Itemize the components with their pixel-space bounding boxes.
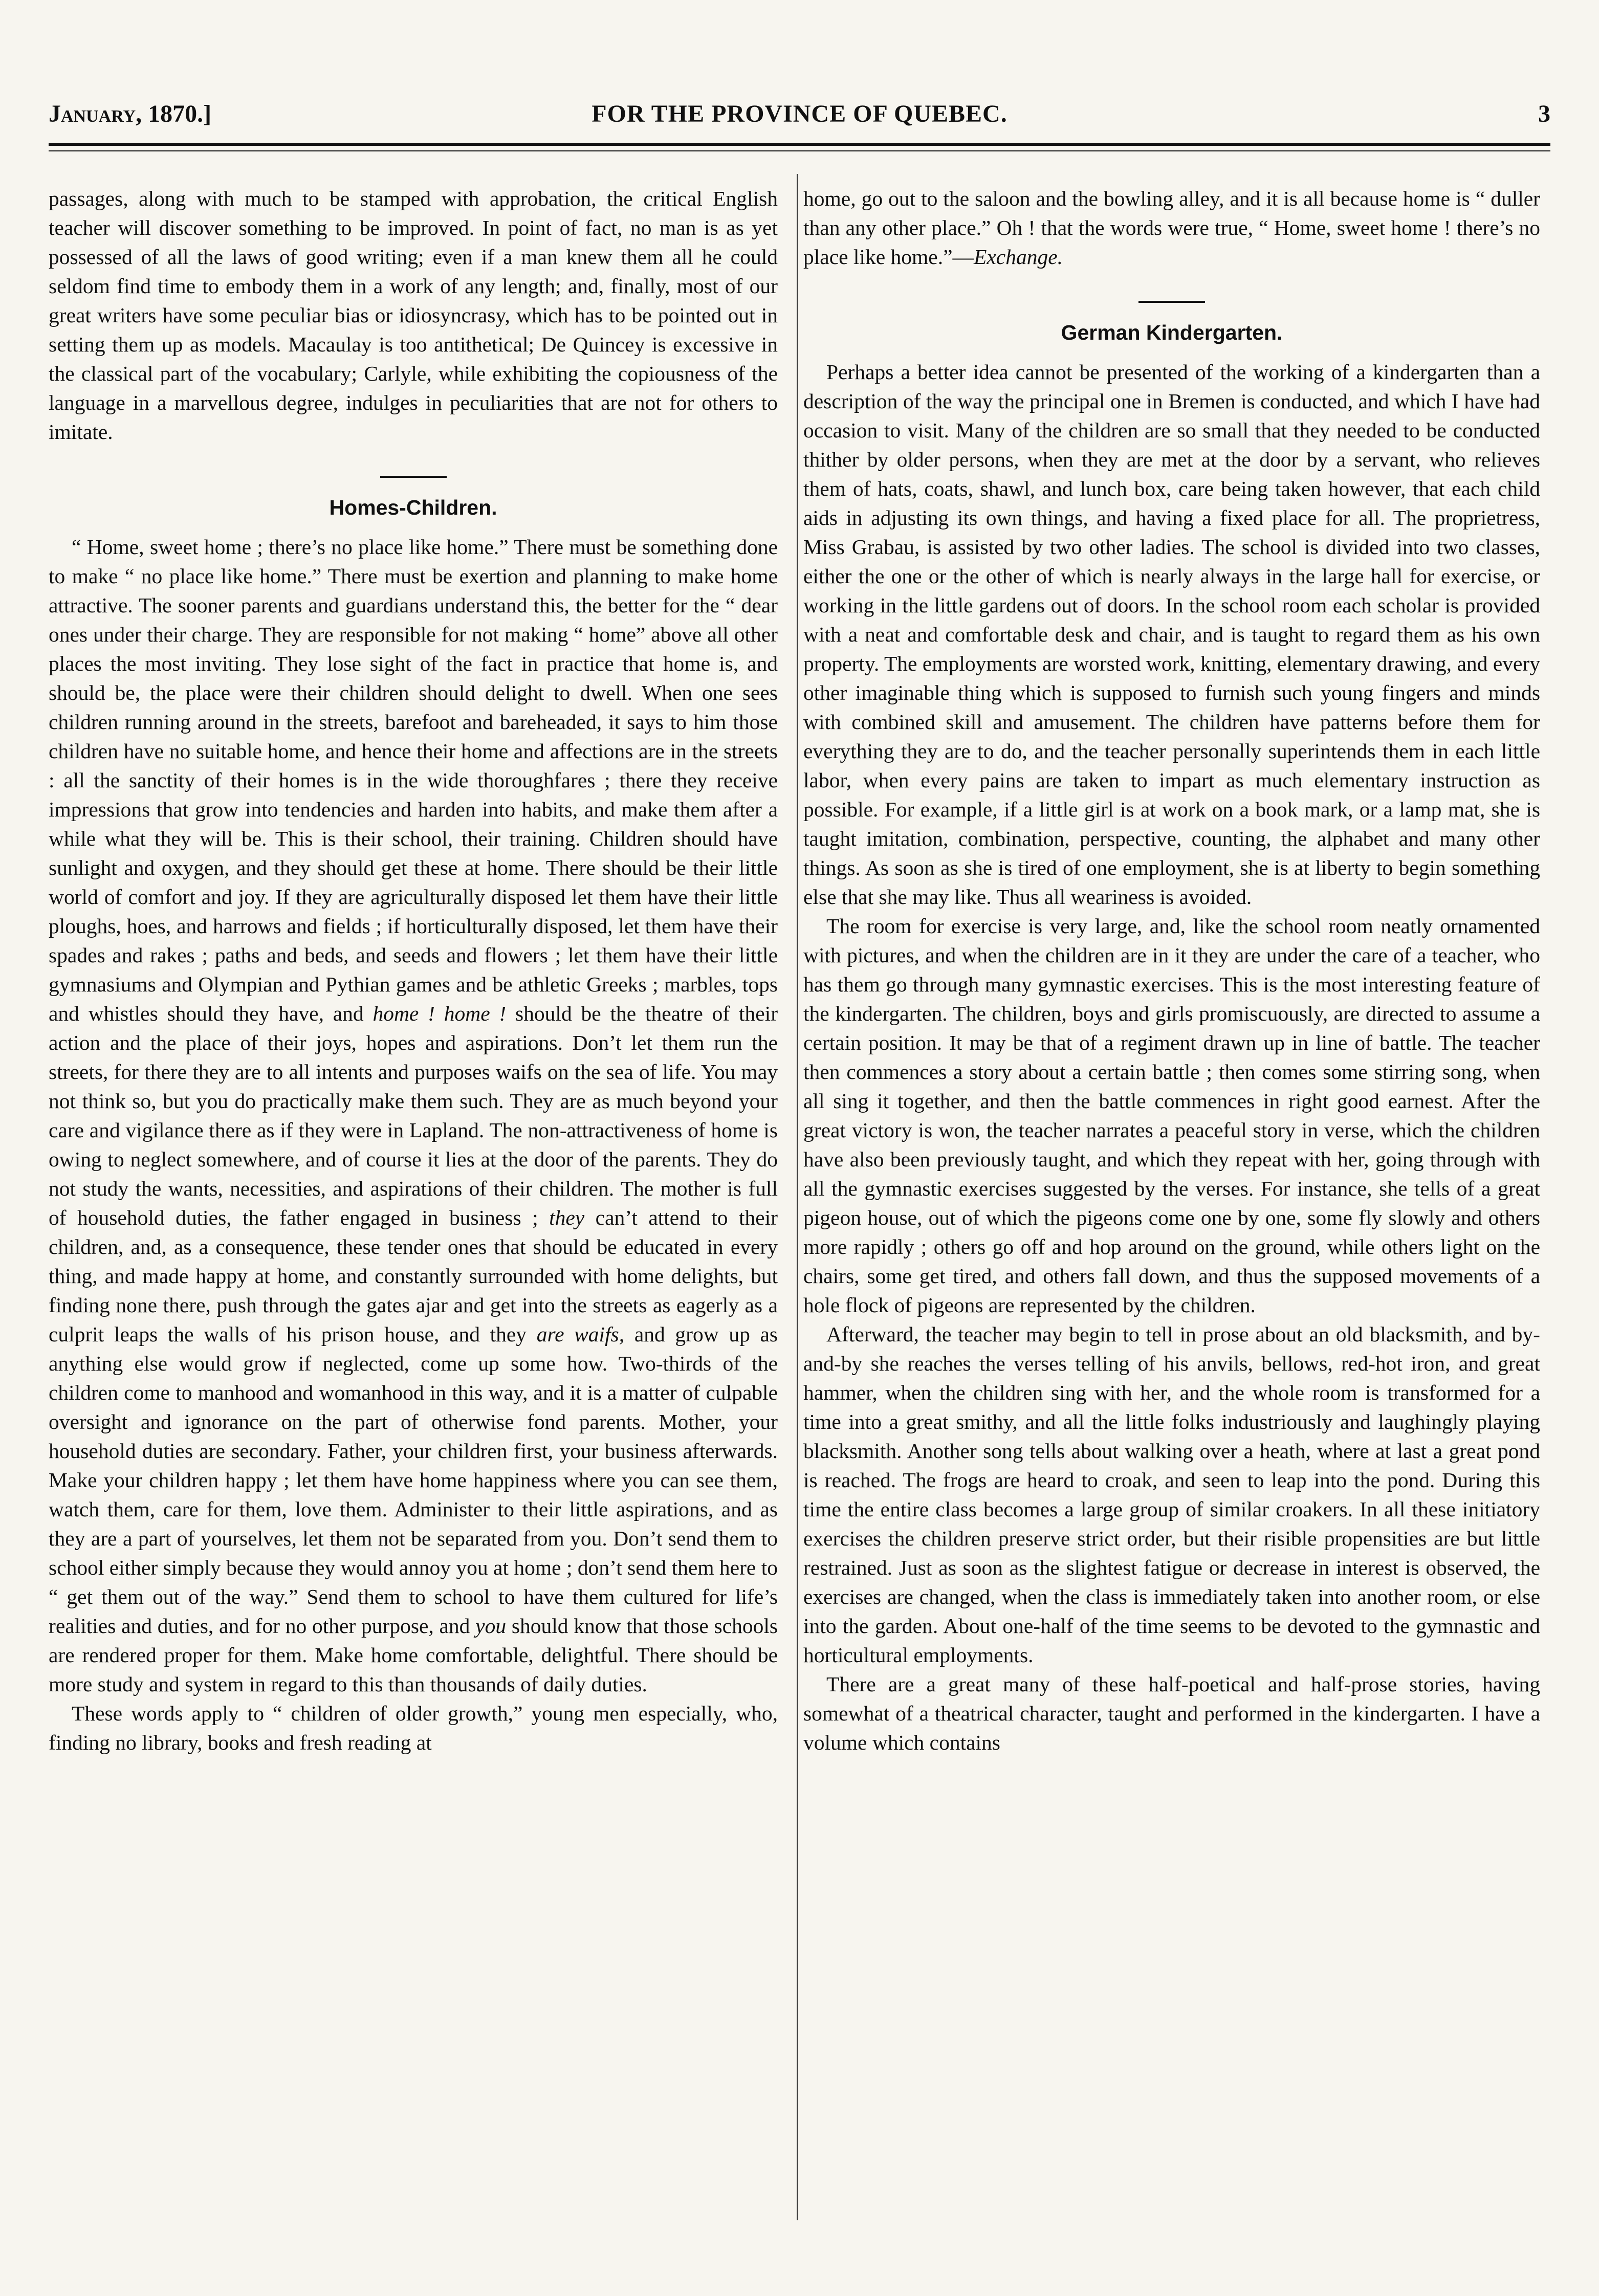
homes-paragraph-2: These words apply to “ children of older growth,” young men especially, who, finding no library, books and fresh reading at: [49, 1702, 778, 1754]
right-column: [803, 184, 1540, 1757]
page-header: [49, 100, 1550, 130]
spacer: [803, 272, 1540, 301]
text-segment: and grow up as anything else would grow if neglected, come up some how. Two-thirds of the children come to manhood and womanhood in this way, and it is a matter of culpable oversight and ignorance on the part of otherwise fond parents. Mother, your household duties are secondary. Father, your children first, your business afterwards. Make your children happy ; let them have home happiness where you can see them, watch them, care for them, love them. Administer to their little aspirations, and as they are a part of yourselves, let them not be separated from you. Don’t send them to school either simply because they would annoy you at home ; don’t send them here to “ get them out of the way.” Send them to school to have them cultured for life’s realities and duties, and for no other purpose, and: [49, 1322, 778, 1638]
continuation-paragraph: [803, 184, 1540, 272]
spacer: [49, 447, 778, 476]
kindergarten-paragraph-1: Perhaps a better idea cannot be presented of the working of a kindergarten than a description of the way the principal one in Bremen is conducted, and which I have had occasion to visit. Many of the children are so small that they needed to be conducted thither by older persons, when they are met at the door by a servant, who relieves them of hats, coats, shawl, and lunch box, care being taken however, that each child aids in adjusting its own things, and having a fixed place for all. The proprietress, Miss Grabau, is assisted by two other ladies. The school is divided into two classes, either the one or the other of which is nearly always in the large hall for exercise, or working in the little gardens out of doors. In the school room each scholar is provided with a neat and comfortable desk and chair, and is taught to regard them as his own property. The employments are worsted work, knitting, elementary drawing, and every other imaginable thing which is supposed to furnish such young fingers and minds with combined skill and amusement. The children have patterns before them for everything they are to do, and the teacher personally superintends them in each little labor, when every pains are taken to impart as much elementary instruction as possible. For example, if a little girl is at work on a book mark, or a lamp mat, she is taught imitation, combination, perspective, counting, the alphabet and many other things. As soon as she is tired of one employment, she is at liberty to begin something else that she may like. Thus all weariness is avoided.: [803, 360, 1540, 909]
journal-title: FOR THE PROVINCE OF QUEBEC.: [592, 100, 1007, 127]
text-segment: home, go out to the saloon and the bowling alley, and it is all because home is “ duller than any other place.” Oh ! that the words were true, “ Home, sweet home ! there’s no place like home.”—: [803, 187, 1540, 269]
italic-segment: are waifs,: [536, 1322, 625, 1346]
italic-segment: you: [475, 1614, 507, 1638]
left-column: [49, 184, 778, 1757]
spacer: [803, 303, 1540, 318]
text-segment: can’t attend to their children, and, as a consequence, these tender ones that should be educated in every thing, and made happy at home, and constantly surrounded with home delights, but finding none there, push through the gates ajar and get into the streets as eagerly as a culprit leaps the walls of his prison house, and they: [49, 1206, 778, 1346]
header-rule-thin: [49, 150, 1550, 151]
italic-segment: home ! home !: [373, 1002, 507, 1025]
italic-segment: they: [549, 1206, 585, 1229]
spacer: [49, 522, 778, 533]
header-rule-thick: [49, 143, 1550, 146]
text-segment: should be the theatre of their action and the place of their joys, hopes and aspirations. Don’t let them run the streets, for there they are to all intents and purposes waifs on the sea of life. You may not think so, but you do practically make them such. They are as much beyond your care and vigilance there as if they were in Lapland. The non-attractiveness of home is owing to neglect somewhere, and of course it lies at the door of the parents. They do not study the wants, necessities, and aspirations of their children. The mother is full of household duties, the father engaged in business ;: [49, 1002, 778, 1229]
article-title-german-kindergarten: German Kindergarten.: [1061, 321, 1283, 344]
issue-date: January, 1870.]: [49, 100, 212, 127]
spacer: [803, 347, 1540, 358]
intro-paragraph: passages, along with much to be stamped with approbation, the critical English teacher will discover something to be improved. In point of fact, no man is as yet possessed of all the laws of good writing; even if a man knew them all he could seldom find time to embody them in a work of any length; and, finally, most of our great writers have some peculiar bias or idiosyncrasy, which has to be pointed out in setting them up as models. Macaulay is too antithetical; De Quincey is excessive in the classical part of the vocabulary; Carlyle, while exhibiting the copiousness of the language in a marvellous degree, indulges in peculiarities that are not for others to imitate.: [49, 187, 778, 444]
kindergarten-paragraph-2: The room for exercise is very large, and, like the school room neatly ornamented with pictures, and when the children are in it they are under the care of a teacher, who has them go through many gymnastic exercises. This is the most interesting feature of the kindergarten. The children, boys and girls promiscuously, are directed to assume a certain position. It may be that of a regiment drawn up in line of battle. The teacher then commences a story about a certain battle ; then comes some stirring song, when all sing it together, and then the battle commences in right good earnest. After the great victory is won, the teacher narrates a peaceful story in verse, which the children have also been previously taught, and which they repeat with her, going through with all the gymnastic exercises suggested by the verses. For instance, she tells of a great pigeon house, out of which the pigeons come one by one, some fly slowly and others more rapidly ; others go off and hop around on the ground, while others light on the chairs, some get tired, and others fall down, and thus the supposed movements of a hole flock of pigeons are represented by the children.: [803, 914, 1540, 1317]
article-title-homes-children: Homes-Children.: [329, 496, 497, 519]
text-segment: should know that those schools are rendered proper for them. Make home comfortable, delightful. There should be more study and system in regard to this than thousands of daily duties.: [49, 1614, 778, 1696]
source-credit: Exchange.: [974, 245, 1063, 269]
column-separator: [797, 174, 798, 2220]
kindergarten-paragraph-4: There are a great many of these half-poetical and half-prose stories, having somewhat of a theatrical character, taught and performed in the kindergarten. I have a volume which contains: [803, 1672, 1540, 1754]
kindergarten-paragraph-3: Afterward, the teacher may begin to tell in prose about an old blacksmith, and by-and-by she reaches the verses telling of his anvils, bellows, red-hot iron, and great hammer, when the children sing with her, and the whole room is transformed for a time into a great smithy, and all the little folks industriously and laughingly playing blacksmith. Another song tells about walking over a heath, where at last a great pond is reached. The frogs are heard to croak, and seen to leap into the pond. During this time the entire class becomes a large group of similar croakers. In all these initiatory exercises the children preserve strict order, but their risible propensities are but little restrained. Just as soon as the slightest fatigue or decrease in interest is observed, the exercises are changed, when the class is immediately taken into another room, or else into the garden. About one-half of the time seems to be devoted to the gymnastic and horticultural employments.: [803, 1322, 1540, 1667]
spacer: [49, 478, 778, 493]
text-segment: “ Home, sweet home ; there’s no place like home.” There must be something done to make “ no place like home.” There must be exertion and planning to make home attractive. The sooner parents and guardians understand this, the better for the “ dear ones under their charge. They are responsible for not making “ home” above all other places the most inviting. They lose sight of the fact in practice that home is, and should be, the place were their children should delight to dwell. When one sees children running around in the streets, barefoot and bareheaded, it says to him those children have no suitable home, and hence their home and affections are in the streets : all the sanctity of their homes is in the wide thoroughfares ; there they receive impressions that grow into tendencies and harden into habits, and make them after a while what they will be. This is their school, their training. Children should have sunlight and oxygen, and they should get these at home. There should be their little world of comfort and joy. If they are agriculturally disposed let them have their little ploughs, hoes, and harrows and fields ; if horticulturally disposed, let them have their spades and rakes ; paths and beds, and seeds and flowers ; let them have their little gymnasiums and Olympian and Pythian games and be athletic Greeks ; marbles, tops and whistles should they have, and: [49, 535, 778, 1025]
homes-paragraph-1: [49, 533, 778, 1699]
page-number: 3: [1538, 100, 1550, 127]
